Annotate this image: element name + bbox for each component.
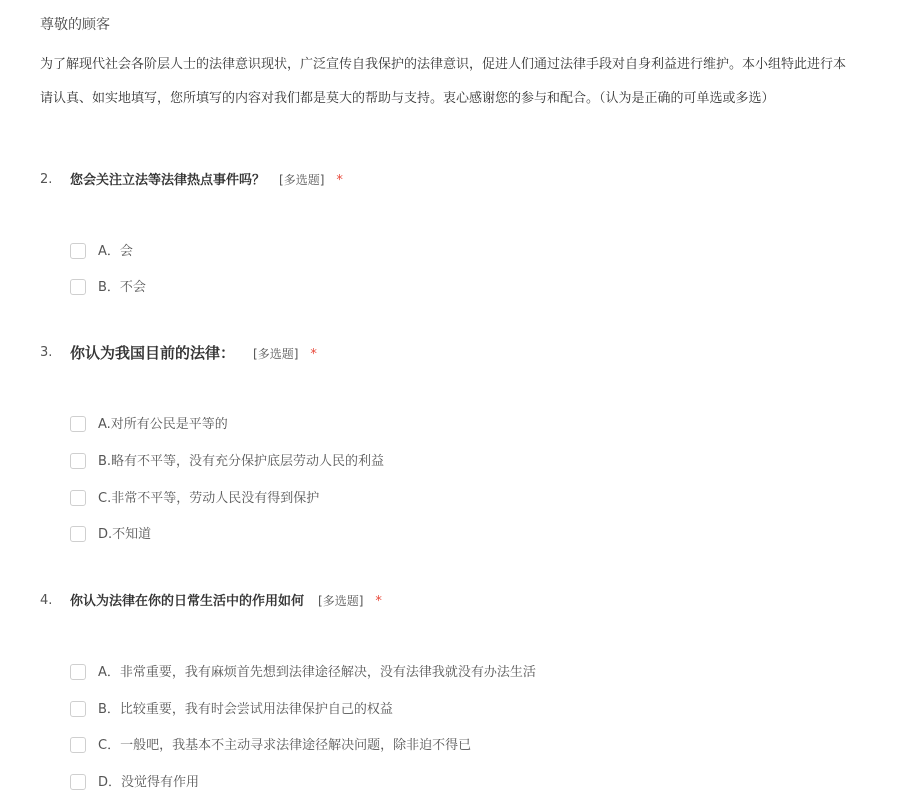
question-type-badge: [多选题] [279,173,325,187]
question-type-badge: [多选题] [318,594,364,608]
checkbox-icon[interactable] [70,490,86,506]
option-label[interactable]: B．不会 [98,280,146,295]
checkbox-icon[interactable] [70,416,86,432]
checkbox-icon[interactable] [70,664,86,680]
checkbox-icon[interactable] [70,453,86,469]
question-title [70,169,343,192]
question-title [70,342,317,366]
greeting-text: 尊敬的顾客 [40,17,110,33]
intro-paragraph-line-2: 请认真、如实地填写，您所填写的内容对我们都是莫大的帮助与支持。衷心感谢您的参与和配合。（认为是正确的可单选或多选） [40,91,775,106]
option-label[interactable]: B．比较重要，我有时会尝试用法律保护自己的权益 [98,702,393,717]
required-asterisk: * [336,173,343,188]
required-asterisk: * [375,594,382,609]
checkbox-icon[interactable] [70,243,86,259]
question-header [40,590,880,612]
question-header [40,342,880,364]
intro-paragraph-line-1: 为了解现代社会各阶层人士的法律意识现状，广泛宣传自我保护的法律意识，促进人们通过法律手段对自身利益进行维护。本小组特此进行本 [40,57,847,72]
checkbox-icon[interactable] [70,701,86,717]
question-4 [40,590,880,790]
question-title-text: 您会关注立法等法律热点事件吗？ [70,173,266,188]
option-label[interactable]: C.非常不平等，劳动人民没有得到保护 [98,491,320,506]
option-label[interactable]: A．会 [98,244,133,259]
question-3 [40,342,880,542]
question-header [40,169,880,191]
question-type-badge: [多选题] [253,347,299,361]
question-title-text: 你认为法律在你的日常生活中的作用如何 [70,594,305,609]
checkbox-icon[interactable] [70,737,86,753]
question-title [70,590,382,613]
option-label[interactable]: C．一般吧，我基本不主动寻求法律途径解决问题，除非迫不得已 [98,738,472,753]
option-label[interactable]: D．没觉得有作用 [98,775,200,790]
question-number: 3. [40,345,53,360]
question-number: 4. [40,593,53,608]
question-title-text: 你认为我国目前的法律： [70,344,236,362]
option-label[interactable]: D.不知道 [98,527,152,542]
required-asterisk: * [310,347,317,362]
option-label[interactable]: A．非常重要，我有麻烦首先想到法律途径解决，没有法律我就没有办法生活 [98,665,536,680]
checkbox-icon[interactable] [70,774,86,790]
option-label[interactable]: A.对所有公民是平等的 [98,417,228,432]
checkbox-icon[interactable] [70,279,86,295]
question-number: 2. [40,172,53,187]
option-label[interactable]: B.略有不平等，没有充分保护底层劳动人民的利益 [98,454,385,469]
checkbox-icon[interactable] [70,526,86,542]
question-2 [40,169,880,295]
